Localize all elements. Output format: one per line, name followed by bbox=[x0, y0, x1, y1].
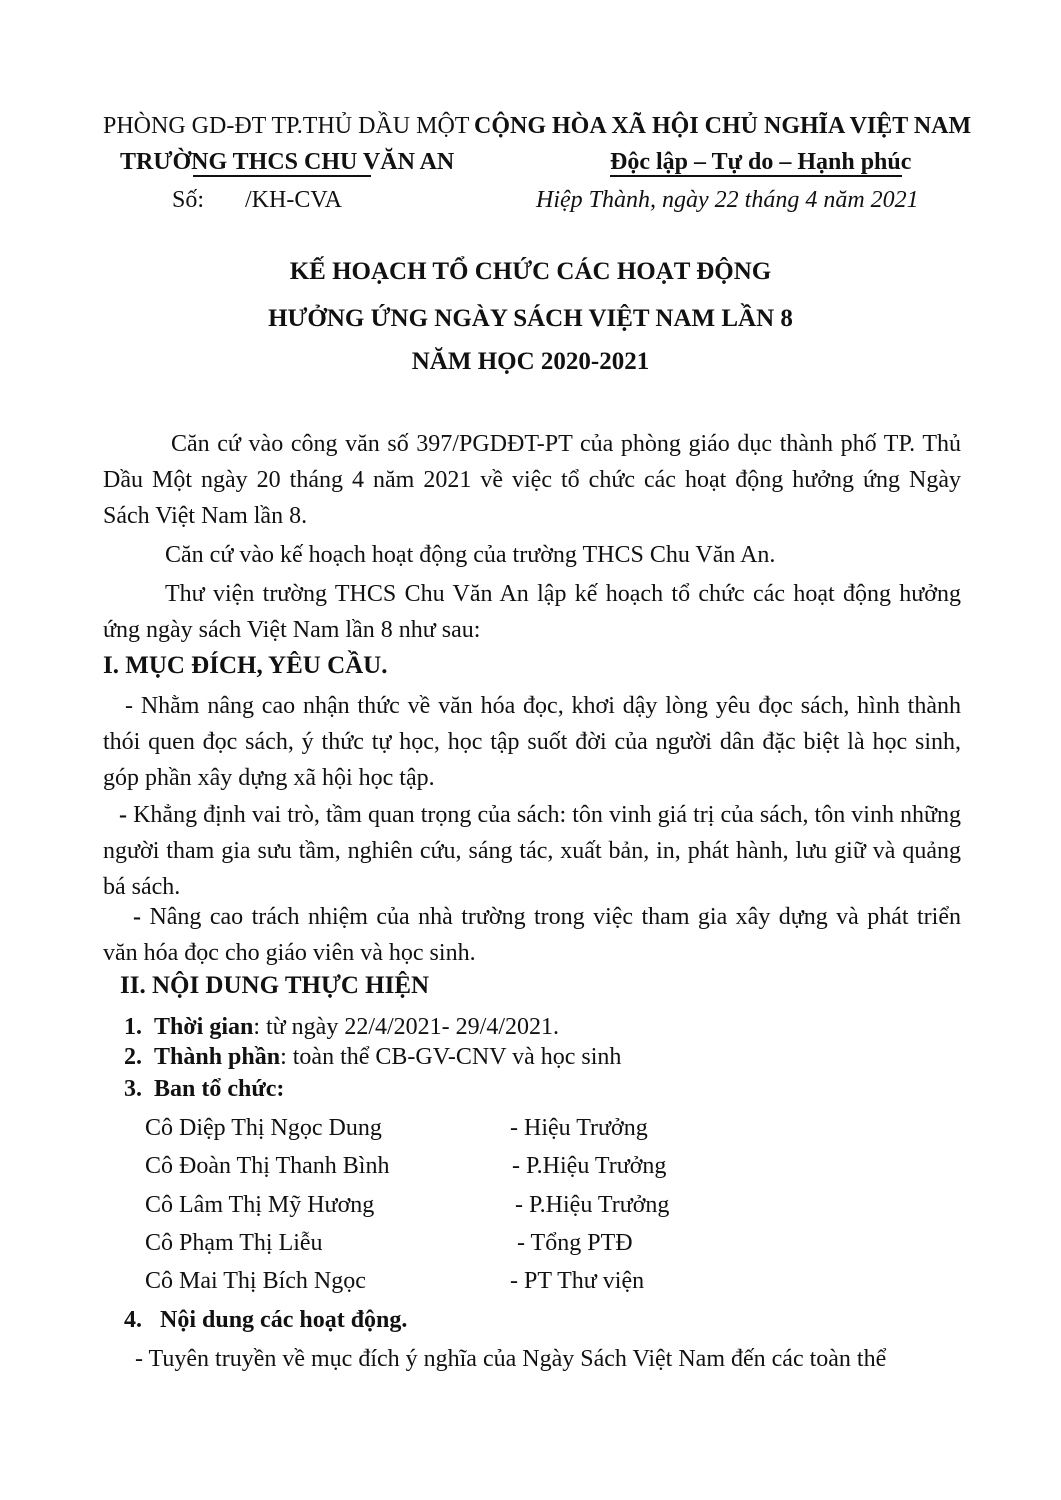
item-2 bbox=[124, 1041, 621, 1073]
item-number: 3. bbox=[124, 1076, 142, 1102]
nation-name: CỘNG HÒA XÃ HỘI CHỦ NGHĨA VIỆT NAM bbox=[474, 113, 972, 139]
item-number: 4. bbox=[124, 1307, 142, 1333]
school-underline bbox=[193, 175, 371, 177]
document-number-label: Số: bbox=[172, 187, 205, 213]
intro-paragraph-2: Căn cứ vào kế hoạch hoạt động của trường THCS Chu Văn An. bbox=[165, 542, 776, 568]
committee-member-role: - Tổng PTĐ bbox=[517, 1230, 633, 1256]
section-1-heading: I. MỤC ĐÍCH, YÊU CẦU. bbox=[103, 652, 388, 679]
bullet-dash: - bbox=[119, 802, 127, 828]
document-title-line-2: HƯỞNG ỨNG NGÀY SÁCH VIỆT NAM LẦN 8 bbox=[268, 305, 793, 332]
committee-member-name: Cô Đoàn Thị Thanh Bình bbox=[145, 1153, 390, 1179]
committee-member-role: - P.Hiệu Trưởng bbox=[515, 1192, 670, 1218]
committee-member-name: Cô Lâm Thị Mỹ Hương bbox=[145, 1192, 375, 1218]
item-label: Ban tổ chức: bbox=[154, 1076, 285, 1102]
school-name: TRƯỜNG THCS CHU VĂN AN bbox=[120, 149, 455, 175]
section-2-heading: II. NỘI DUNG THỰC HIỆN bbox=[120, 972, 430, 999]
committee-member-role: - P.Hiệu Trưởng bbox=[512, 1153, 667, 1179]
item-label: Thành phần bbox=[154, 1044, 281, 1070]
bullet-text: Khẳng định vai trò, tầm quan trọng của sách: tôn vinh giá trị của sách, tôn vinh những người tham gia sưu tầm, nghiên cứu, sáng tác, xuất bản, in, phát hành, lưu giữ và quảng bá sách. bbox=[103, 802, 962, 900]
committee-member-role: - PT Thư viện bbox=[510, 1268, 645, 1294]
item-4 bbox=[124, 1304, 407, 1336]
item-label: Nội dung các hoạt động. bbox=[160, 1307, 408, 1333]
department-name: PHÒNG GD-ĐT TP.THỦ DẦU MỘT bbox=[103, 113, 470, 139]
item-4-text: - Tuyên truyền về mục đích ý nghĩa của Ngày Sách Việt Nam đến các toàn thể bbox=[135, 1346, 887, 1372]
section-1-bullet-3 bbox=[103, 899, 961, 971]
national-motto: Độc lập – Tự do – Hạnh phúc bbox=[610, 149, 912, 175]
bullet-dash: - bbox=[133, 904, 141, 930]
committee-member-name: Cô Mai Thị Bích Ngọc bbox=[145, 1268, 366, 1294]
intro-paragraph-1: Căn cứ vào công văn số 397/PGDĐT-PT của phòng giáo dục thành phố TP. Thủ Dầu Một ngày 20 tháng 4 năm 2021 về việc tổ chức các hoạt động hưởng ứng Ngày Sách Việt Nam lần 8. bbox=[103, 431, 961, 529]
item-text: : toàn thể CB-GV-CNV và học sinh bbox=[280, 1044, 622, 1070]
committee-member-role: - Hiệu Trưởng bbox=[510, 1115, 648, 1141]
committee-member-name: Cô Diệp Thị Ngọc Dung bbox=[145, 1115, 382, 1141]
item-1 bbox=[124, 1011, 559, 1043]
place-and-date: Hiệp Thành, ngày 22 tháng 4 năm 2021 bbox=[536, 187, 919, 213]
intro-paragraph-3: Thư viện trường THCS Chu Văn An lập kế hoạch tổ chức các hoạt động hưởng ứng ngày sách Việt Nam lần 8 như sau: bbox=[103, 581, 961, 643]
document-title-line-3: NĂM HỌC 2020-2021 bbox=[411, 348, 650, 375]
section-1-bullet-2 bbox=[103, 797, 961, 905]
committee-member-name: Cô Phạm Thị Liễu bbox=[145, 1230, 323, 1256]
item-label: Thời gian bbox=[154, 1014, 254, 1040]
document-title-line-1: KẾ HOẠCH TỔ CHỨC CÁC HOẠT ĐỘNG bbox=[289, 258, 772, 285]
item-number: 2. bbox=[124, 1044, 142, 1070]
document-number-code: /KH-CVA bbox=[245, 187, 342, 213]
item-3 bbox=[124, 1073, 284, 1105]
item-text: : từ ngày 22/4/2021- 29/4/2021. bbox=[253, 1014, 559, 1040]
section-1-bullet-1: - Nhằm nâng cao nhận thức về văn hóa đọc, khơi dậy lòng yêu đọc sách, hình thành thói quen đọc sách, ý thức tự học, học tập suốt đời của người dân đặc biệt là học sinh, góp phần xây dựng xã hội học tập. bbox=[103, 693, 961, 791]
item-number: 1. bbox=[124, 1014, 142, 1040]
bullet-text: Nâng cao trách nhiệm của nhà trường trong việc tham gia xây dựng và phát triển văn hóa đọc cho giáo viên và học sinh. bbox=[103, 904, 961, 966]
motto-underline bbox=[610, 175, 902, 177]
